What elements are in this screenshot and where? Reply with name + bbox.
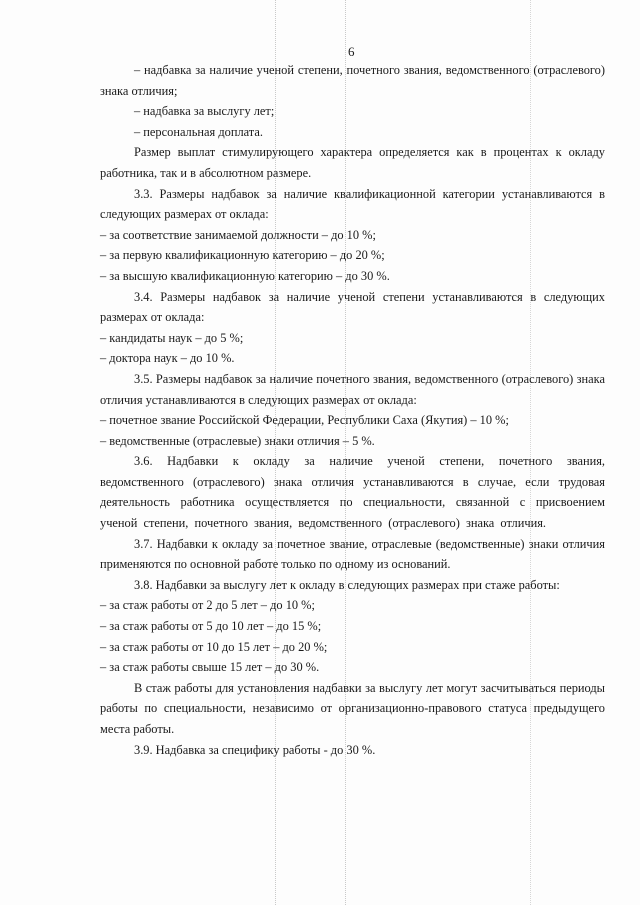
list-item: – за соответствие занимаемой должности – до 10 %; <box>100 227 376 242</box>
list-item: – за первую квалификационную категорию – до 20 %; <box>100 248 385 263</box>
paragraph-3-7: 3.7. Надбавки к окладу за почетное звание, отраслевые (ведомственные) знаки отличия применяются по основной работе только по одному из оснований. <box>100 536 605 572</box>
paragraph-3-9: 3.9. Надбавка за специфику работы - до 30 %. <box>134 742 376 757</box>
list-item: – доктора наук – до 10 %. <box>100 351 235 366</box>
paragraph-payment-size: Размер выплат стимулирующего характера определяется как в процентах к окладу работника, так и в абсолютном размере. <box>100 145 605 180</box>
list-item: – за стаж работы свыше 15 лет – до 30 %. <box>100 660 320 675</box>
page-number: 6 <box>348 44 355 59</box>
list-item: – за стаж работы от 10 до 15 лет – до 20 %; <box>100 639 328 654</box>
paragraph-3-8: 3.8. Надбавки за выслугу лет к окладу в следующих размерах при стаже работы: <box>134 577 560 592</box>
list-item: – ведомственные (отраслевые) знаки отличия – 5 %. <box>100 433 375 448</box>
paragraph-seniority-note: В стаж работы для установления надбавки за выслугу лет могут засчитываться периоды работы по специальности, независимо от организационно-правового статуса предыдущего места работы. <box>100 680 605 736</box>
list-item: – кандидаты наук – до 5 %; <box>100 330 244 345</box>
paragraph-3-3: 3.3. Размеры надбавок за наличие квалификационной категории устанавливаются в следующих размерах от оклада: <box>100 186 605 222</box>
list-item: – за стаж работы от 5 до 10 лет – до 15 %; <box>100 619 322 634</box>
paragraph-3-4: 3.4. Размеры надбавок за наличие ученой степени устанавливаются в следующих размерах от оклада: <box>100 289 605 325</box>
list-item: – за стаж работы от 2 до 5 лет – до 10 %; <box>100 598 315 613</box>
paragraph-personal-payment: – персональная доплата. <box>134 124 263 139</box>
paragraph-bonus-degree: – надбавка за наличие ученой степени, почетного звания, ведомственного (отраслевого) знака отличия; <box>100 63 605 98</box>
list-item: – за высшую квалификационную категорию – до 30 %. <box>100 268 390 283</box>
paragraph-3-5: 3.5. Размеры надбавок за наличие почетного звания, ведомственного (отраслевого) знака отличия устанавливаются в следующих размерах от оклада: <box>100 371 605 407</box>
list-item: – почетное звание Российской Федерации, Республики Саха (Якутия) – 10 %; <box>100 413 509 428</box>
paragraph-3-6: 3.6. Надбавки к окладу за наличие ученой степени, почетного звания, ведомственного (отраслевого) знака отличия устанавливаются в случае, если трудовая деятельность работника осуществляется по специальности, связанной с присвоением ученой степени, почетного звания, ведомственного (отраслевого) знака отличия. <box>100 454 605 531</box>
paragraph-bonus-seniority: – надбавка за выслугу лет; <box>134 104 275 119</box>
document-body <box>100 60 605 760</box>
